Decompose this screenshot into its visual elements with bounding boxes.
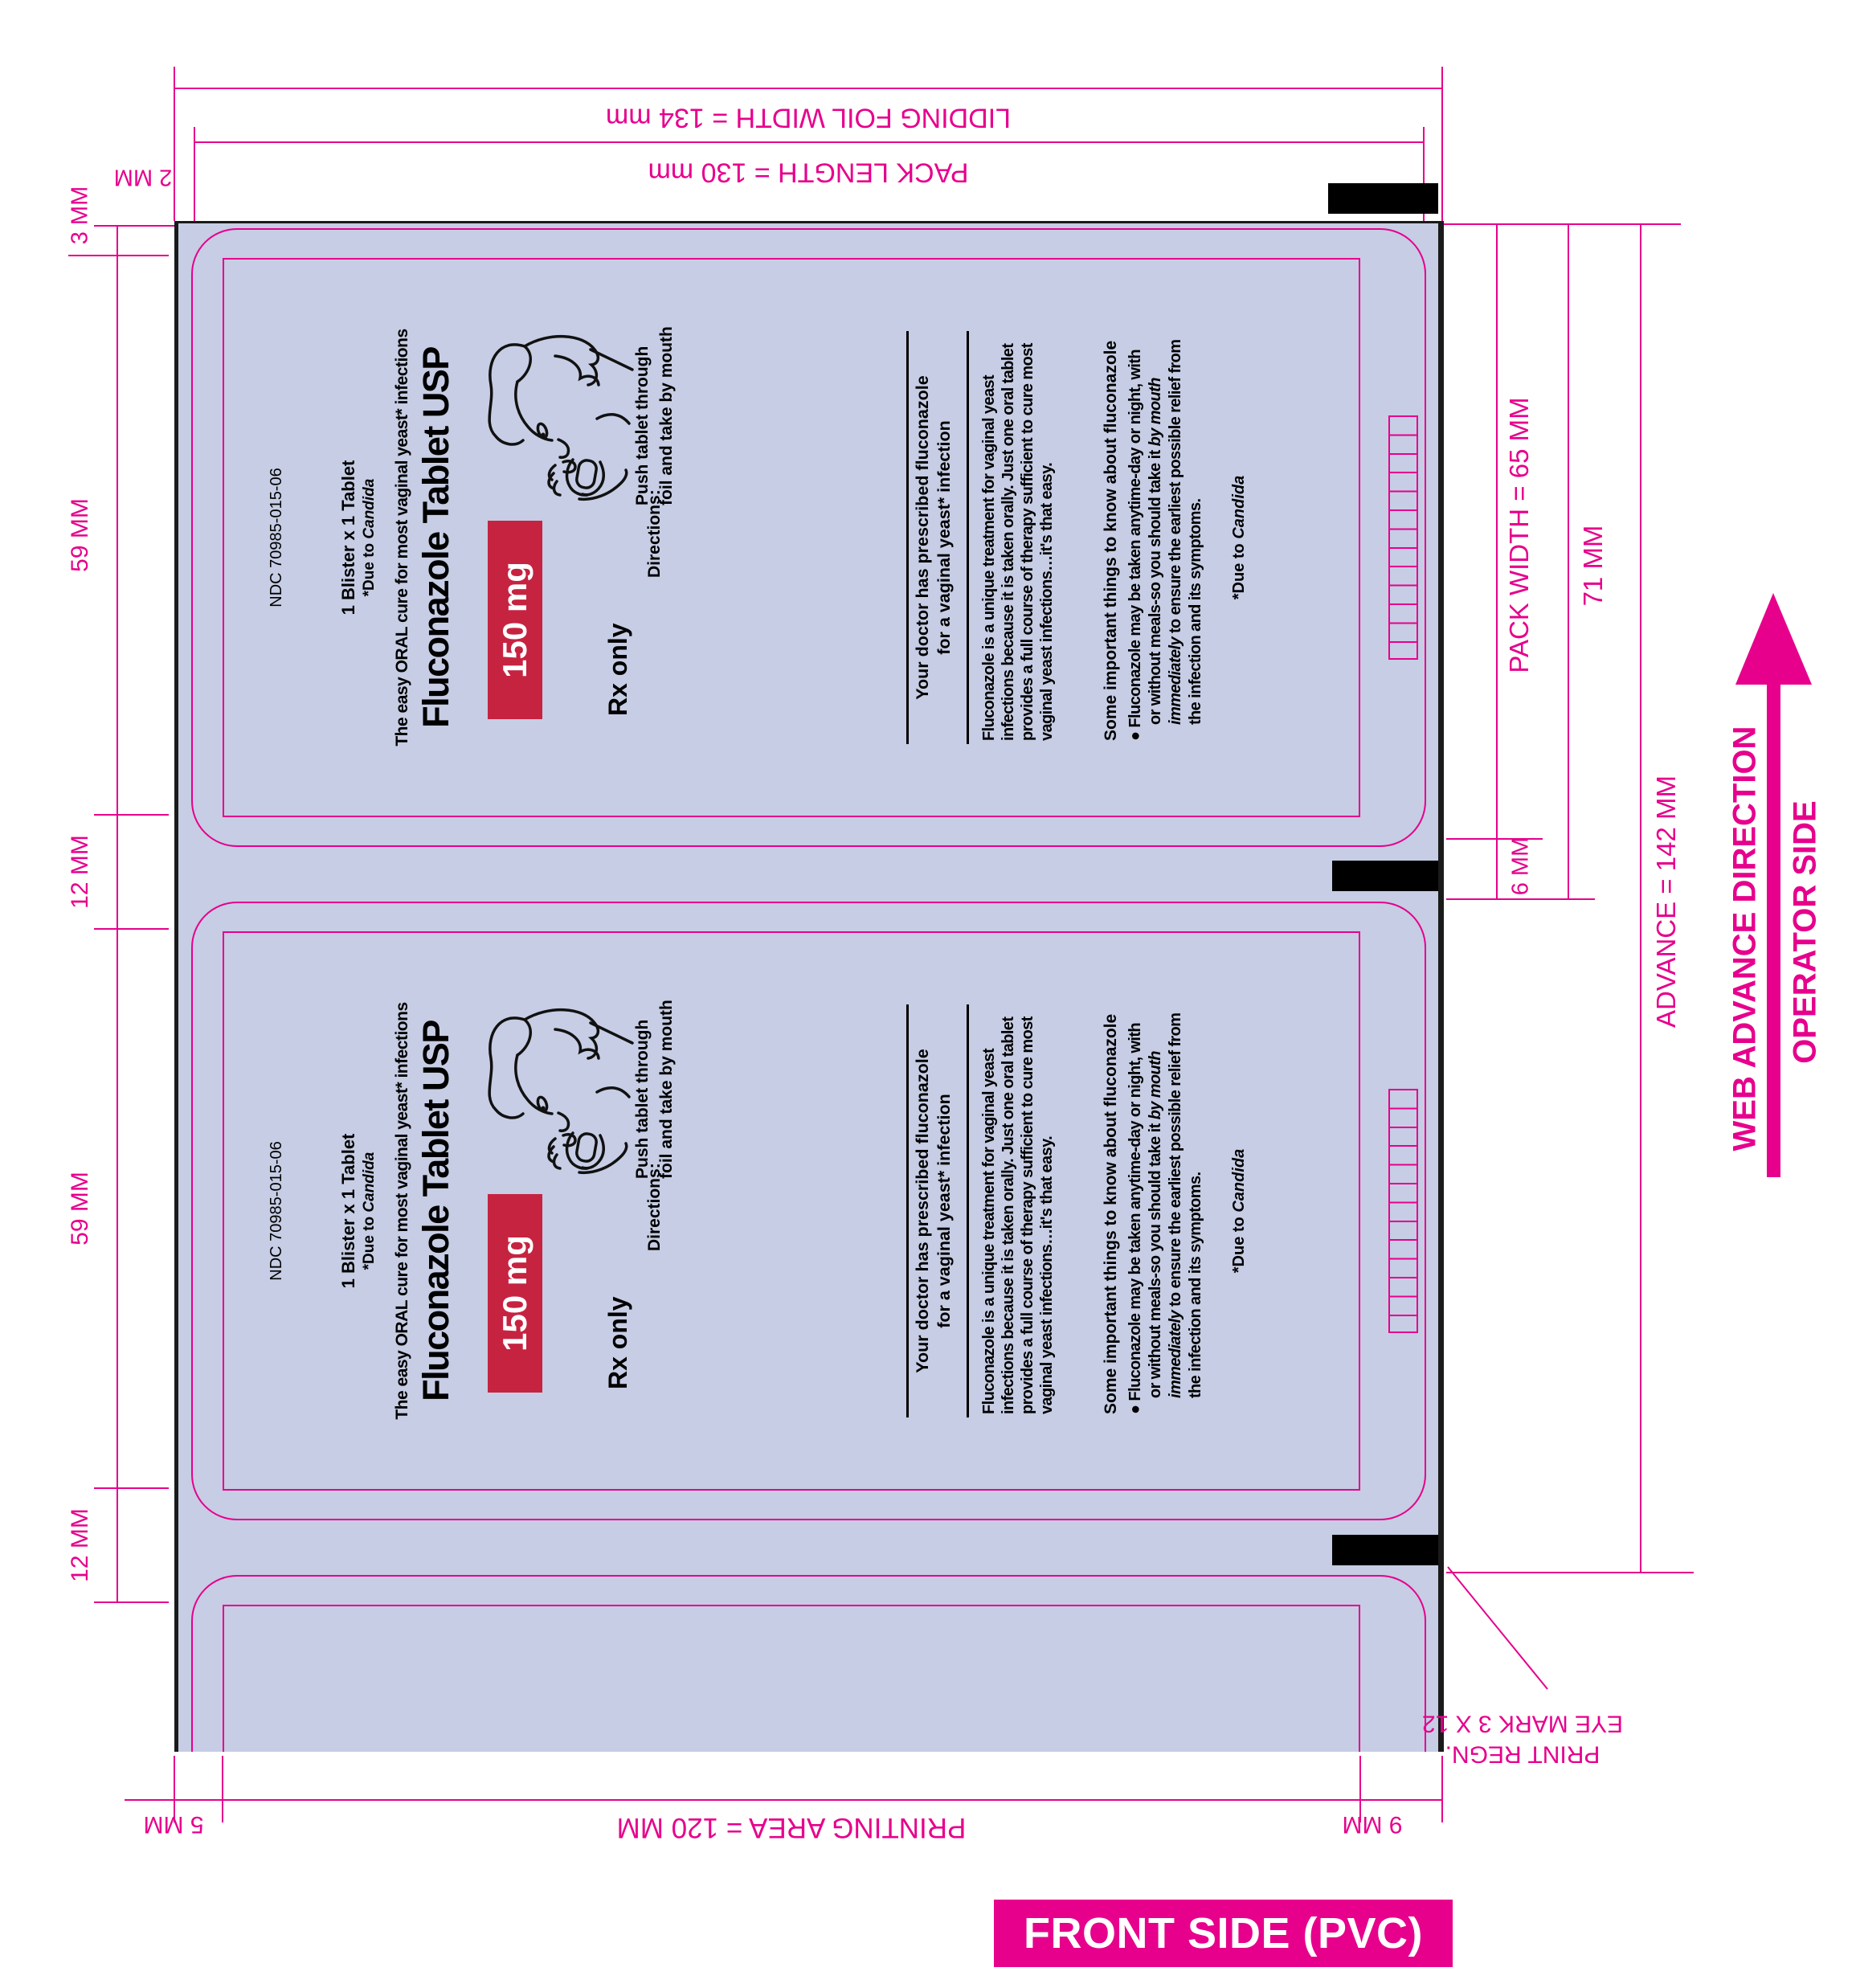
strength-badge: 150 mg [488, 1194, 542, 1393]
pvc-web [174, 221, 1444, 1752]
bullet-paragraph: ● Fluconazole may be taken anytime-day or night, with or without meals-so you should take it by mouth immediately to ensure the earliest possible relief from the infection and its symptoms. [1126, 339, 1204, 741]
footnote-top: *Due to Candida [361, 478, 378, 597]
packaging-artwork-page: NDC 70985-015-06 1 Blister x 1 Tablet *Due to Candida The easy ORAL cure for most vaginal yeast* infections Fluconazole Tablet USP 150 mg Rx only Directions: Push tablet through foil and take by mouth Your doctor has prescribed fluconazole for a vaginal yeast* infection Fluconazole is a unique treatment for vaginal yeast infections because it is taken orally. Just one oral tablet provides a full course of therapy sufficient to cure most vaginal yeast infections…it's that easy. Some important things to know about fluconazole ● Fluconazole may be taken anytime-day or night, with or without meals-so you should take it by mouth immediately to ensure the earliest possible relief from the infection and its symptoms. *Due to Candida NDC 70985-015-06 1 Blister x 1 Tablet *Due to Candida The easy ORAL cure for most vaginal yeast* infections Fluconazole Tablet USP 150 mg Rx only Directions: Push tablet through foil and take by mouth Your doctor has prescribed fluconazole for a vaginal yeast* infection Fluconazole is a unique treatment for vaginal yeast infections because it is taken orally. Just one oral tablet provides a full course of therapy sufficient to cure most vaginal yeast infections…it's that easy. Some important things to know about fluconazole ● Fluconazole may be taken anytime-day or night, with or without meals-so you should take it by mouth immediately to ensure the earliest possible relief from the infection and its symptoms. *Due to Candida LIDDING FOIL WIDTH = 134 mm PACK LENGTH = 130 mm 2 MM 3 MM 59 MM 12 MM 59 MM 12 MM 5 MM PRINTING AREA = 120 MM 9 MM PRINT REGN. EYE MARK 3 X 12 PACK WIDTH = 65 MM 6 MM 71 MM ADVANCE = 142 MM WEB ADVANCE DIRECTION OPERATOR SIDE FRONT SIDE (PVC) [0, 0, 1856, 1988]
pack-count: 1 Blister x 1 Tablet [338, 1133, 358, 1289]
swallow-tablet-illustration [478, 309, 639, 506]
printing-area-3 [223, 1605, 1360, 1752]
footnote-top: *Due to Candida [361, 1151, 378, 1270]
tagline: The easy ORAL cure for most vaginal yeast* infections [393, 1002, 411, 1420]
barcode-placeholder-1 [1388, 415, 1418, 660]
directions-label: Directions: [645, 489, 664, 578]
ndc-number: NDC 70985-015-06 [268, 468, 285, 607]
strength-badge: 150 mg [488, 521, 542, 719]
divider-top [906, 331, 909, 744]
rx-only: Rx only [603, 623, 632, 716]
directions-label: Directions: [645, 1163, 664, 1251]
pack-count: 1 Blister x 1 Tablet [338, 460, 358, 616]
swallow-tablet-illustration [478, 983, 639, 1180]
blister-panel-1 [223, 258, 1360, 817]
bullet-paragraph: ● Fluconazole may be taken anytime-day or night, with or without meals-so you should take it by mouth immediately to ensure the earliest possible relief from the infection and its symptoms. [1126, 1012, 1204, 1414]
divider-bottom [967, 331, 969, 744]
doctor-header: Your doctor has prescribed fluconazole for a vaginal yeast* infection [913, 375, 954, 700]
body-paragraph: Fluconazole is a unique treatment for vaginal yeast infections because it is taken orally. Just one oral tablet provides a full course of therapy sufficient to cure most vaginal yeast infections…it's that easy. [980, 1016, 1056, 1414]
eye-mark-3 [1332, 1535, 1442, 1565]
body-paragraph: Fluconazole is a unique treatment for vaginal yeast infections because it is taken orally. Just one oral tablet provides a full course of therapy sufficient to cure most vaginal yeast infections…it's that easy. [980, 343, 1056, 741]
front-side-badge: FRONT SIDE (PVC) [994, 1900, 1453, 1967]
footnote-bottom: *Due to Candida [1230, 1148, 1248, 1274]
ndc-number: NDC 70985-015-06 [268, 1141, 285, 1281]
doctor-header: Your doctor has prescribed fluconazole for a vaginal yeast* infection [913, 1049, 954, 1373]
directions-text: Push tablet through foil and take by mouth [633, 326, 676, 505]
eye-mark-1 [1328, 183, 1438, 214]
important-heading: Some important things to know about fluconazole [1102, 1013, 1120, 1414]
important-heading: Some important things to know about fluconazole [1102, 340, 1120, 741]
rx-only: Rx only [603, 1296, 632, 1389]
directions-text: Push tablet through foil and take by mouth [633, 1000, 676, 1179]
tagline: The easy ORAL cure for most vaginal yeast* infections [393, 329, 411, 747]
divider-bottom [967, 1004, 969, 1417]
eye-mark-2 [1332, 861, 1442, 891]
footnote-bottom: *Due to Candida [1230, 475, 1248, 600]
product-title: Fluconazole Tablet USP [415, 1021, 456, 1401]
product-title: Fluconazole Tablet USP [415, 347, 456, 728]
divider-top [906, 1004, 909, 1417]
barcode-placeholder-2 [1388, 1089, 1418, 1333]
blister-panel-2 [223, 931, 1360, 1491]
